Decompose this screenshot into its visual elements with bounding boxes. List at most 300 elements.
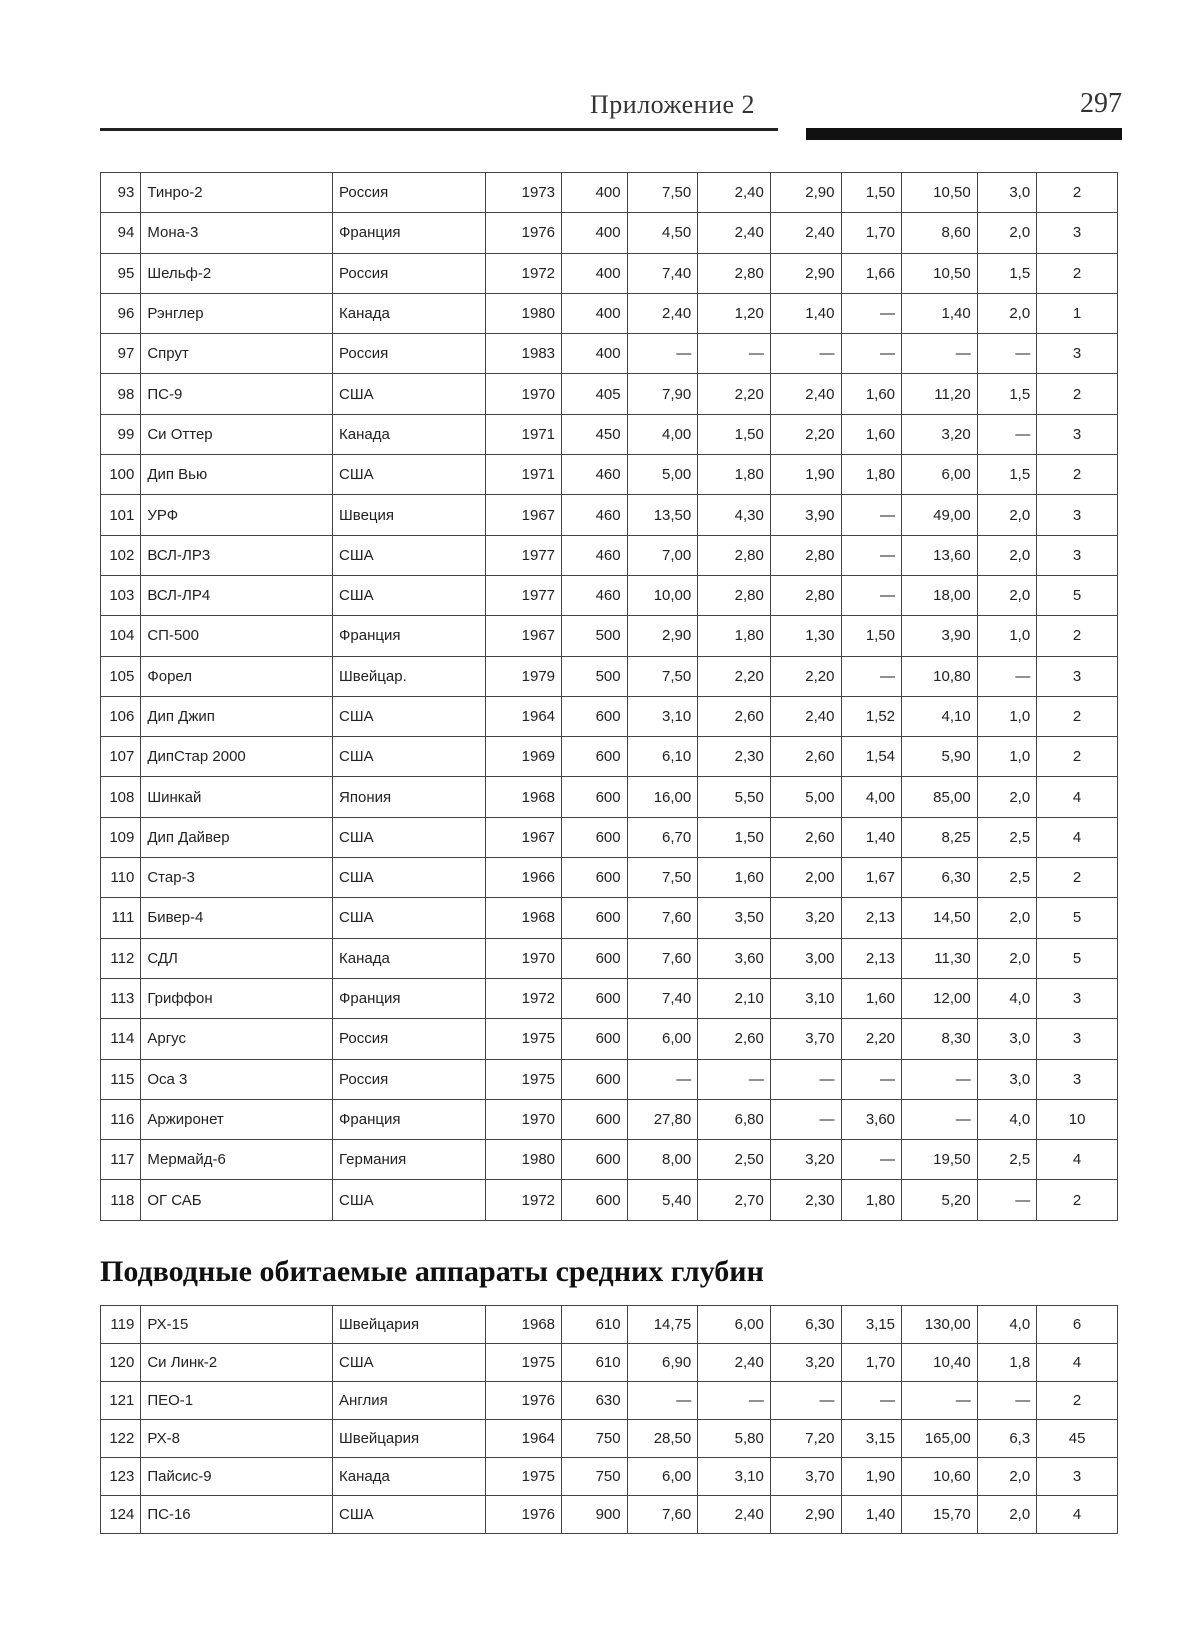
crew-cell: 2 xyxy=(1037,455,1118,495)
weight-cell: 11,30 xyxy=(902,938,978,978)
crew-cell: 5 xyxy=(1037,575,1118,615)
col-11-cell: 3,0 xyxy=(977,1019,1037,1059)
table-row xyxy=(101,656,1118,696)
col-11-cell: 4,0 xyxy=(977,1306,1037,1344)
length-cell: 6,00 xyxy=(627,1458,698,1496)
table-row xyxy=(101,1420,1118,1458)
col-9-cell: 1,80 xyxy=(841,455,902,495)
year-cell: 1964 xyxy=(486,1420,562,1458)
depth-cell: 400 xyxy=(562,334,628,374)
col-11-cell: 4,0 xyxy=(977,1099,1037,1139)
vehicle-name-cell: РХ-8 xyxy=(141,1420,333,1458)
width-cell: 3,10 xyxy=(698,1458,771,1496)
year-cell: 1970 xyxy=(486,938,562,978)
country-cell: Швейцария xyxy=(333,1420,486,1458)
weight-cell: 6,30 xyxy=(902,858,978,898)
table-row xyxy=(101,374,1118,414)
col-11-cell: 4,0 xyxy=(977,978,1037,1018)
country-cell: Франция xyxy=(333,1099,486,1139)
width-cell: 3,50 xyxy=(698,898,771,938)
country-cell: Франция xyxy=(333,213,486,253)
weight-cell: 49,00 xyxy=(902,495,978,535)
table-row xyxy=(101,173,1118,213)
crew-cell: 3 xyxy=(1037,213,1118,253)
length-cell: 5,40 xyxy=(627,1180,698,1220)
row-number-cell: 95 xyxy=(101,253,141,293)
vehicle-name-cell: ПЕО-1 xyxy=(141,1382,333,1420)
depth-cell: 600 xyxy=(562,1019,628,1059)
height-cell: 2,90 xyxy=(770,253,841,293)
table-row xyxy=(101,777,1118,817)
width-cell: 4,30 xyxy=(698,495,771,535)
weight-cell: 5,90 xyxy=(902,737,978,777)
col-9-cell: — xyxy=(841,334,902,374)
weight-cell: 14,50 xyxy=(902,898,978,938)
table-row xyxy=(101,1180,1118,1220)
height-cell: — xyxy=(770,1059,841,1099)
row-number-cell: 98 xyxy=(101,374,141,414)
col-9-cell: 2,13 xyxy=(841,938,902,978)
row-number-cell: 104 xyxy=(101,616,141,656)
vehicle-name-cell: Аргус xyxy=(141,1019,333,1059)
width-cell: 2,40 xyxy=(698,213,771,253)
height-cell: 2,40 xyxy=(770,213,841,253)
width-cell: — xyxy=(698,1382,771,1420)
weight-cell: 18,00 xyxy=(902,575,978,615)
country-cell: Россия xyxy=(333,253,486,293)
row-number-cell: 111 xyxy=(101,898,141,938)
country-cell: Канада xyxy=(333,938,486,978)
length-cell: 7,60 xyxy=(627,938,698,978)
crew-cell: 3 xyxy=(1037,535,1118,575)
year-cell: 1970 xyxy=(486,1099,562,1139)
year-cell: 1968 xyxy=(486,777,562,817)
vehicle-name-cell: РХ-15 xyxy=(141,1306,333,1344)
width-cell: 2,80 xyxy=(698,575,771,615)
length-cell: 7,60 xyxy=(627,898,698,938)
crew-cell: 5 xyxy=(1037,898,1118,938)
depth-cell: 400 xyxy=(562,253,628,293)
width-cell: 2,40 xyxy=(698,1496,771,1534)
col-11-cell: 3,0 xyxy=(977,1059,1037,1099)
width-cell: 2,50 xyxy=(698,1140,771,1180)
col-9-cell: 1,50 xyxy=(841,616,902,656)
year-cell: 1976 xyxy=(486,213,562,253)
crew-cell: 2 xyxy=(1037,1382,1118,1420)
col-9-cell: — xyxy=(841,293,902,333)
length-cell: — xyxy=(627,334,698,374)
table-row xyxy=(101,858,1118,898)
vehicle-name-cell: ДипСтар 2000 xyxy=(141,737,333,777)
col-11-cell: — xyxy=(977,414,1037,454)
col-9-cell: 1,60 xyxy=(841,374,902,414)
country-cell: США xyxy=(333,898,486,938)
col-11-cell: 2,5 xyxy=(977,817,1037,857)
col-9-cell: 1,54 xyxy=(841,737,902,777)
col-9-cell: — xyxy=(841,1140,902,1180)
col-9-cell: 3,15 xyxy=(841,1306,902,1344)
width-cell: 6,00 xyxy=(698,1306,771,1344)
crew-cell: 2 xyxy=(1037,696,1118,736)
weight-cell: 15,70 xyxy=(902,1496,978,1534)
country-cell: Германия xyxy=(333,1140,486,1180)
length-cell: 2,90 xyxy=(627,616,698,656)
crew-cell: 5 xyxy=(1037,938,1118,978)
crew-cell: 4 xyxy=(1037,1344,1118,1382)
depth-cell: 600 xyxy=(562,1099,628,1139)
depth-cell: 405 xyxy=(562,374,628,414)
col-11-cell: 2,0 xyxy=(977,898,1037,938)
weight-cell: 8,60 xyxy=(902,213,978,253)
table-row xyxy=(101,898,1118,938)
vehicle-name-cell: СП-500 xyxy=(141,616,333,656)
height-cell: 2,90 xyxy=(770,173,841,213)
height-cell: 7,20 xyxy=(770,1420,841,1458)
country-cell: Россия xyxy=(333,1019,486,1059)
row-number-cell: 94 xyxy=(101,213,141,253)
country-cell: США xyxy=(333,1344,486,1382)
depth-cell: 460 xyxy=(562,455,628,495)
crew-cell: 2 xyxy=(1037,858,1118,898)
vehicle-name-cell: Форел xyxy=(141,656,333,696)
year-cell: 1975 xyxy=(486,1059,562,1099)
length-cell: 7,40 xyxy=(627,978,698,1018)
row-number-cell: 120 xyxy=(101,1344,141,1382)
year-cell: 1969 xyxy=(486,737,562,777)
crew-cell: 45 xyxy=(1037,1420,1118,1458)
weight-cell: 165,00 xyxy=(902,1420,978,1458)
height-cell: 2,00 xyxy=(770,858,841,898)
height-cell: 2,40 xyxy=(770,696,841,736)
width-cell: 2,70 xyxy=(698,1180,771,1220)
col-9-cell: 1,52 xyxy=(841,696,902,736)
table-row xyxy=(101,1140,1118,1180)
length-cell: 7,50 xyxy=(627,173,698,213)
row-number-cell: 124 xyxy=(101,1496,141,1534)
width-cell: 1,50 xyxy=(698,817,771,857)
year-cell: 1972 xyxy=(486,253,562,293)
col-9-cell: 1,50 xyxy=(841,173,902,213)
length-cell: 2,40 xyxy=(627,293,698,333)
height-cell: 3,20 xyxy=(770,898,841,938)
crew-cell: 2 xyxy=(1037,253,1118,293)
crew-cell: 2 xyxy=(1037,737,1118,777)
col-11-cell: 1,0 xyxy=(977,616,1037,656)
col-11-cell: 1,8 xyxy=(977,1344,1037,1382)
width-cell: 1,50 xyxy=(698,414,771,454)
width-cell: 2,20 xyxy=(698,374,771,414)
vehicle-name-cell: Мона-3 xyxy=(141,213,333,253)
weight-cell: 8,25 xyxy=(902,817,978,857)
row-number-cell: 114 xyxy=(101,1019,141,1059)
country-cell: Франция xyxy=(333,978,486,1018)
weight-cell: — xyxy=(902,334,978,374)
row-number-cell: 101 xyxy=(101,495,141,535)
country-cell: Япония xyxy=(333,777,486,817)
col-11-cell: 1,0 xyxy=(977,737,1037,777)
weight-cell: 10,50 xyxy=(902,253,978,293)
weight-cell: 4,10 xyxy=(902,696,978,736)
depth-cell: 450 xyxy=(562,414,628,454)
year-cell: 1971 xyxy=(486,414,562,454)
country-cell: США xyxy=(333,455,486,495)
row-number-cell: 102 xyxy=(101,535,141,575)
table-row xyxy=(101,1344,1118,1382)
crew-cell: 2 xyxy=(1037,1180,1118,1220)
vehicle-name-cell: Дип Джип xyxy=(141,696,333,736)
height-cell: 2,40 xyxy=(770,374,841,414)
weight-cell: 12,00 xyxy=(902,978,978,1018)
height-cell: 5,00 xyxy=(770,777,841,817)
col-11-cell: — xyxy=(977,1382,1037,1420)
depth-cell: 600 xyxy=(562,1140,628,1180)
row-number-cell: 105 xyxy=(101,656,141,696)
col-11-cell: 2,0 xyxy=(977,777,1037,817)
country-cell: США xyxy=(333,575,486,615)
height-cell: 3,00 xyxy=(770,938,841,978)
depth-cell: 600 xyxy=(562,737,628,777)
height-cell: 3,20 xyxy=(770,1344,841,1382)
height-cell: 3,70 xyxy=(770,1019,841,1059)
year-cell: 1967 xyxy=(486,495,562,535)
header-rule-thick xyxy=(806,128,1122,140)
crew-cell: 4 xyxy=(1037,777,1118,817)
col-11-cell: 2,0 xyxy=(977,293,1037,333)
depth-cell: 600 xyxy=(562,858,628,898)
row-number-cell: 116 xyxy=(101,1099,141,1139)
country-cell: США xyxy=(333,535,486,575)
width-cell: 1,80 xyxy=(698,455,771,495)
length-cell: 7,90 xyxy=(627,374,698,414)
height-cell: 2,30 xyxy=(770,1180,841,1220)
col-9-cell: — xyxy=(841,575,902,615)
col-9-cell: 1,60 xyxy=(841,978,902,1018)
year-cell: 1971 xyxy=(486,455,562,495)
table-row xyxy=(101,616,1118,656)
crew-cell: 6 xyxy=(1037,1306,1118,1344)
weight-cell: 19,50 xyxy=(902,1140,978,1180)
depth-cell: 500 xyxy=(562,656,628,696)
height-cell: — xyxy=(770,334,841,374)
width-cell: 3,60 xyxy=(698,938,771,978)
col-11-cell: 2,5 xyxy=(977,1140,1037,1180)
height-cell: 2,20 xyxy=(770,656,841,696)
row-number-cell: 118 xyxy=(101,1180,141,1220)
vehicle-name-cell: Си Линк-2 xyxy=(141,1344,333,1382)
year-cell: 1975 xyxy=(486,1458,562,1496)
section-heading: Подводные обитаемые аппараты средних глубин xyxy=(100,1255,764,1288)
length-cell: 6,00 xyxy=(627,1019,698,1059)
weight-cell: 3,90 xyxy=(902,616,978,656)
crew-cell: 3 xyxy=(1037,1019,1118,1059)
table-row xyxy=(101,696,1118,736)
depth-cell: 600 xyxy=(562,938,628,978)
vehicles-table-upper xyxy=(100,172,1118,1221)
length-cell: 8,00 xyxy=(627,1140,698,1180)
table-row xyxy=(101,1306,1118,1344)
length-cell: — xyxy=(627,1382,698,1420)
country-cell: США xyxy=(333,817,486,857)
depth-cell: 460 xyxy=(562,495,628,535)
vehicle-name-cell: Си Оттер xyxy=(141,414,333,454)
length-cell: 7,50 xyxy=(627,656,698,696)
crew-cell: 3 xyxy=(1037,414,1118,454)
year-cell: 1980 xyxy=(486,1140,562,1180)
depth-cell: 610 xyxy=(562,1344,628,1382)
table-row xyxy=(101,1019,1118,1059)
width-cell: 2,80 xyxy=(698,253,771,293)
table-row xyxy=(101,737,1118,777)
row-number-cell: 96 xyxy=(101,293,141,333)
year-cell: 1967 xyxy=(486,817,562,857)
row-number-cell: 106 xyxy=(101,696,141,736)
country-cell: Россия xyxy=(333,173,486,213)
table-row xyxy=(101,293,1118,333)
weight-cell: 10,80 xyxy=(902,656,978,696)
depth-cell: 460 xyxy=(562,575,628,615)
year-cell: 1977 xyxy=(486,575,562,615)
height-cell: 2,60 xyxy=(770,817,841,857)
country-cell: Швеция xyxy=(333,495,486,535)
height-cell: 2,20 xyxy=(770,414,841,454)
year-cell: 1980 xyxy=(486,293,562,333)
crew-cell: 3 xyxy=(1037,978,1118,1018)
col-11-cell: 1,5 xyxy=(977,253,1037,293)
year-cell: 1968 xyxy=(486,1306,562,1344)
country-cell: Россия xyxy=(333,1059,486,1099)
col-11-cell: 2,0 xyxy=(977,1496,1037,1534)
vehicle-name-cell: ПС-16 xyxy=(141,1496,333,1534)
length-cell: 14,75 xyxy=(627,1306,698,1344)
width-cell: 2,60 xyxy=(698,1019,771,1059)
col-9-cell: 1,90 xyxy=(841,1458,902,1496)
row-number-cell: 123 xyxy=(101,1458,141,1496)
country-cell: Канада xyxy=(333,414,486,454)
length-cell: 27,80 xyxy=(627,1099,698,1139)
length-cell: 4,50 xyxy=(627,213,698,253)
width-cell: 1,80 xyxy=(698,616,771,656)
crew-cell: 4 xyxy=(1037,1496,1118,1534)
col-11-cell: 2,0 xyxy=(977,535,1037,575)
col-9-cell: 3,60 xyxy=(841,1099,902,1139)
row-number-cell: 122 xyxy=(101,1420,141,1458)
width-cell: 2,40 xyxy=(698,1344,771,1382)
col-9-cell: — xyxy=(841,656,902,696)
crew-cell: 2 xyxy=(1037,374,1118,414)
height-cell: 1,30 xyxy=(770,616,841,656)
country-cell: Канада xyxy=(333,1458,486,1496)
row-number-cell: 97 xyxy=(101,334,141,374)
depth-cell: 600 xyxy=(562,978,628,1018)
height-cell: 3,20 xyxy=(770,1140,841,1180)
table-row xyxy=(101,414,1118,454)
country-cell: Канада xyxy=(333,293,486,333)
table-row xyxy=(101,978,1118,1018)
length-cell: 10,00 xyxy=(627,575,698,615)
col-11-cell: — xyxy=(977,1180,1037,1220)
year-cell: 1964 xyxy=(486,696,562,736)
length-cell: 16,00 xyxy=(627,777,698,817)
depth-cell: 600 xyxy=(562,1180,628,1220)
vehicle-name-cell: Рэнглер xyxy=(141,293,333,333)
depth-cell: 610 xyxy=(562,1306,628,1344)
width-cell: 5,50 xyxy=(698,777,771,817)
width-cell: — xyxy=(698,1059,771,1099)
vehicle-name-cell: СДЛ xyxy=(141,938,333,978)
crew-cell: 4 xyxy=(1037,817,1118,857)
row-number-cell: 113 xyxy=(101,978,141,1018)
year-cell: 1976 xyxy=(486,1382,562,1420)
length-cell: 5,00 xyxy=(627,455,698,495)
weight-cell: 6,00 xyxy=(902,455,978,495)
weight-cell: 10,40 xyxy=(902,1344,978,1382)
year-cell: 1979 xyxy=(486,656,562,696)
row-number-cell: 117 xyxy=(101,1140,141,1180)
row-number-cell: 110 xyxy=(101,858,141,898)
col-9-cell: 4,00 xyxy=(841,777,902,817)
row-number-cell: 103 xyxy=(101,575,141,615)
year-cell: 1975 xyxy=(486,1019,562,1059)
depth-cell: 600 xyxy=(562,817,628,857)
weight-cell: — xyxy=(902,1382,978,1420)
col-11-cell: 3,0 xyxy=(977,173,1037,213)
table-row xyxy=(101,575,1118,615)
height-cell: 2,90 xyxy=(770,1496,841,1534)
length-cell: 6,90 xyxy=(627,1344,698,1382)
col-11-cell: 2,0 xyxy=(977,213,1037,253)
vehicles-table-medium-depth xyxy=(100,1305,1118,1534)
height-cell: — xyxy=(770,1099,841,1139)
running-header-title: Приложение 2 xyxy=(590,90,756,119)
height-cell: 3,90 xyxy=(770,495,841,535)
height-cell: 3,10 xyxy=(770,978,841,1018)
width-cell: 2,40 xyxy=(698,173,771,213)
depth-cell: 500 xyxy=(562,616,628,656)
crew-cell: 4 xyxy=(1037,1140,1118,1180)
table-row xyxy=(101,213,1118,253)
row-number-cell: 112 xyxy=(101,938,141,978)
length-cell: 6,10 xyxy=(627,737,698,777)
crew-cell: 2 xyxy=(1037,616,1118,656)
depth-cell: 400 xyxy=(562,293,628,333)
vehicle-name-cell: Дип Дайвер xyxy=(141,817,333,857)
col-9-cell: — xyxy=(841,535,902,575)
col-11-cell: 2,5 xyxy=(977,858,1037,898)
length-cell: — xyxy=(627,1059,698,1099)
row-number-cell: 100 xyxy=(101,455,141,495)
depth-cell: 600 xyxy=(562,696,628,736)
length-cell: 7,40 xyxy=(627,253,698,293)
vehicle-name-cell: Гриффон xyxy=(141,978,333,1018)
vehicle-name-cell: Мермайд-6 xyxy=(141,1140,333,1180)
vehicle-name-cell: ВСЛ-ЛР4 xyxy=(141,575,333,615)
vehicle-name-cell: Шельф-2 xyxy=(141,253,333,293)
row-number-cell: 119 xyxy=(101,1306,141,1344)
col-9-cell: 1,66 xyxy=(841,253,902,293)
length-cell: 4,00 xyxy=(627,414,698,454)
length-cell: 7,50 xyxy=(627,858,698,898)
col-9-cell: 1,70 xyxy=(841,213,902,253)
width-cell: 5,80 xyxy=(698,1420,771,1458)
weight-cell: 13,60 xyxy=(902,535,978,575)
depth-cell: 600 xyxy=(562,777,628,817)
length-cell: 6,70 xyxy=(627,817,698,857)
crew-cell: 2 xyxy=(1037,173,1118,213)
col-11-cell: 2,0 xyxy=(977,575,1037,615)
vehicle-name-cell: Стар-3 xyxy=(141,858,333,898)
row-number-cell: 99 xyxy=(101,414,141,454)
col-11-cell: — xyxy=(977,656,1037,696)
